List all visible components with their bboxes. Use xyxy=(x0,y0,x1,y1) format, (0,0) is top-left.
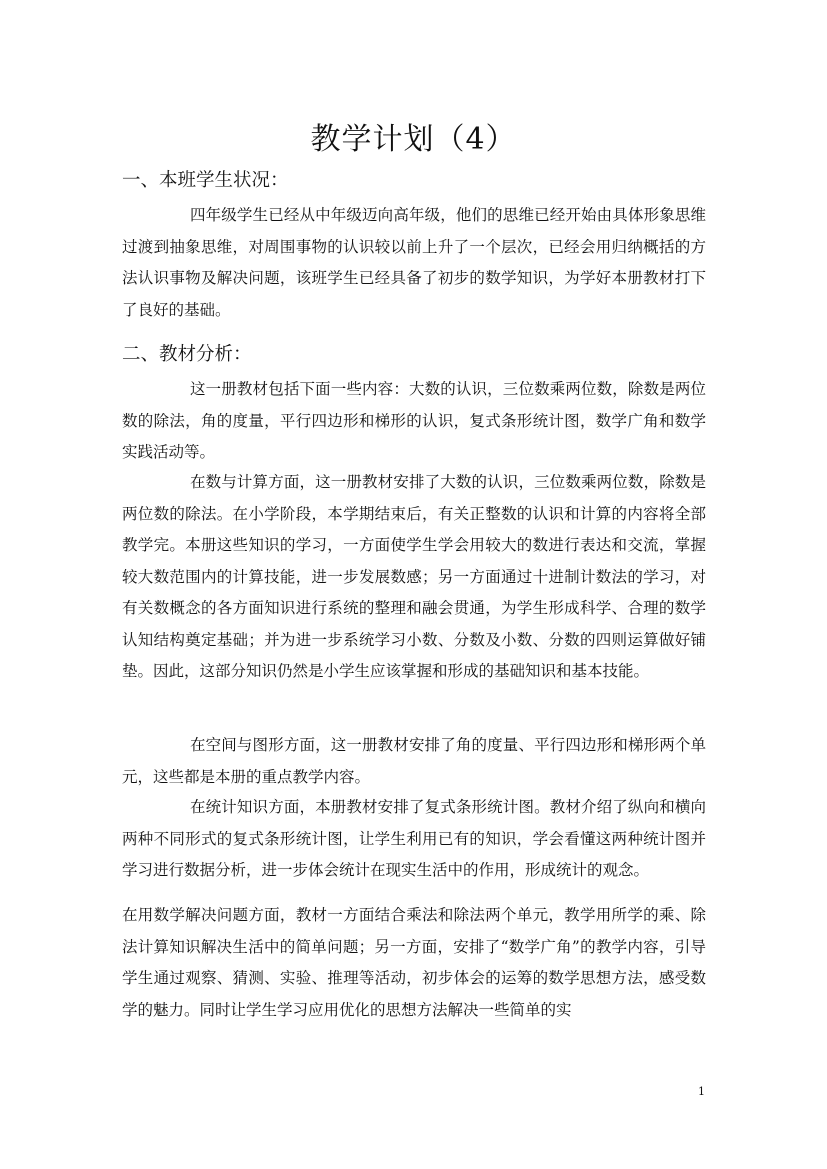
paragraph-space-and-shapes: 在空间与图形方面，这一册教材安排了角的度量、平行四边形和梯形两个单元，这些都是本册的重点教学内容。 xyxy=(122,736,706,786)
paragraph-numbers-and-calculation: 在数与计算方面，这一册教材安排了大数的认识，三位数乘两位数，除数是两位数的除法。在小学阶段，本学期结束后，有关正整数的认识和计算的内容将全部教学完。本册这些知识的学习，一方面使学生学会用较大的数进行表达和交流，掌握较大数范围内的计算技能，进一步发展数感；另一方面通过十进制计数法的学习，对有关数概念的各方面知识进行系统的整理和融会贯通，为学生形成科学、合理的数学认知结构奠定基础；并为进一步系统学习小数、分数及小数、分数的四则运算做好铺垫。因此，这部分知识仍然是小学生应该掌握和形成的基础知识和基本技能。 xyxy=(122,473,706,680)
paragraph-problem-solving: 在用数学解决问题方面，教材一方面结合乘法和除法两个单元，教学用所学的乘、除法计算知识解决生活中的简单问题；另一方面，安排了“数学广角”的教学内容，引导学生通过观察、猜测、实验、推理等活动，初步体会的运筹的数学思想方法，感受数学的魅力。同时让学生学习应用优化的思想方法解决一些简单的实 xyxy=(122,906,706,1019)
section-heading-textbook-analysis: 二、教材分析： xyxy=(122,344,252,365)
paragraph-class-status: 四年级学生已经从中年级迈向高年级，他们的思维已经开始由具体形象思维过渡到抽象思维，对周围事物的认识较以前上升了一个层次，已经会用归纳概括的方法认识事物及解决问题，该班学生已经具备了初步的数学知识，为学好本册教材打下了良好的基础。 xyxy=(122,206,706,319)
section-heading-class-status: 一、本班学生状况： xyxy=(122,170,289,191)
paragraph-statistics: 在统计知识方面，本册教材安排了复式条形统计图。教材介绍了纵向和横向两种不同形式的复式条形统计图，让学生利用已有的知识，学会看懂这两种统计图并学习进行数据分析，进一步体会统计在现实生活中的作用，形成统计的观念。 xyxy=(122,798,706,879)
paragraph-textbook-contents: 这一册教材包括下面一些内容：大数的认识，三位数乘两位数，除数是两位数的除法，角的度量，平行四边形和梯形的认识，复式条形统计图，数学广角和数学实践活动等。 xyxy=(122,380,706,461)
page-number: 1 xyxy=(698,1085,705,1098)
document-title: 教学计划（4） xyxy=(310,122,517,157)
